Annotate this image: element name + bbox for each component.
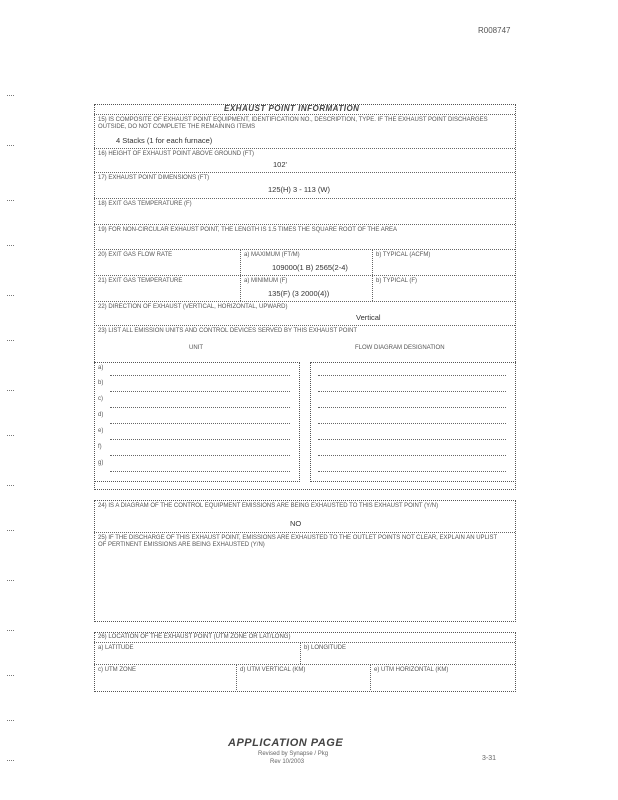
unit-field-d[interactable] — [110, 423, 290, 424]
divider — [370, 664, 371, 690]
unit-field-e[interactable] — [110, 439, 290, 440]
location-section — [94, 632, 516, 692]
unit-field-f[interactable] — [110, 455, 290, 456]
q15-value[interactable]: 4 Stacks (1 for each furnace) — [116, 136, 213, 145]
divider — [94, 198, 515, 199]
flow-field-d[interactable] — [318, 423, 506, 424]
page-title: APPLICATION PAGE — [228, 737, 344, 749]
q22-value[interactable]: Vertical — [356, 313, 381, 322]
q17-label: 17) EXHAUST POINT DIMENSIONS (FT) — [98, 175, 210, 181]
unit-field-g[interactable] — [110, 471, 290, 472]
q22-label: 22) DIRECTION OF EXHAUST (VERTICAL, HORIZONTAL, UPWARD) — [98, 304, 288, 310]
divider — [94, 664, 515, 665]
unit-list — [94, 362, 300, 482]
revision-note: Revised by Synapse / Pkg — [258, 751, 329, 757]
form-title: EXHAUST POINT INFORMATION — [224, 104, 360, 113]
q18-label: 18) EXIT GAS TEMPERATURE (F) — [98, 201, 192, 207]
divider — [94, 532, 515, 533]
row-c: c) — [98, 396, 103, 402]
unit-field-a[interactable] — [110, 375, 290, 376]
divider — [236, 664, 237, 690]
control-equipment-section — [94, 500, 516, 622]
binder-holes — [4, 70, 18, 770]
q24-label: 24) IS A DIAGRAM OF THE CONTROL EQUIPMENT EMISSIONS ARE BEING EXHAUSTED TO THIS EXHAUST POINT (Y/N) — [98, 503, 439, 509]
q19-label: 19) FOR NON-CIRCULAR EXHAUST POINT, THE LENGTH IS 1.5 TIMES THE SQUARE ROOT OF THE AREA — [98, 227, 398, 233]
q20a-label: a) MAXIMUM (FT/M) — [244, 252, 300, 258]
divider — [94, 642, 515, 643]
column-header-flow-diagram: FLOW DIAGRAM DESIGNATION — [355, 345, 445, 351]
flow-diagram-list — [310, 362, 516, 482]
row-a: a) — [98, 365, 104, 371]
q21a-label: a) MINIMUM (F) — [244, 278, 288, 284]
q27c-label: e) UTM HORIZONTAL (KM) — [374, 667, 449, 673]
q20-label: 20) EXIT GAS FLOW RATE — [98, 252, 173, 258]
flow-field-e[interactable] — [318, 439, 506, 440]
q26-label: 26) LOCATION OF THE EXHAUST POINT (UTM ZONE OR LAT/LONG) — [98, 634, 291, 640]
flow-field-f[interactable] — [318, 455, 506, 456]
divider — [94, 148, 515, 149]
document-id: R008747 — [478, 26, 511, 35]
row-e: e) — [98, 428, 104, 434]
q21-label: 21) EXIT GAS TEMPERATURE — [98, 278, 183, 284]
flow-field-a[interactable] — [318, 375, 506, 376]
divider — [94, 301, 515, 302]
flow-field-g[interactable] — [318, 471, 506, 472]
q26b-label: b) LONGITUDE — [304, 645, 347, 651]
row-b: b) — [98, 380, 104, 386]
q21a-value[interactable]: 135(F) (3 2000(4)) — [268, 289, 330, 298]
q20a-value[interactable]: 109000(1 B) 2565(2-4) — [272, 263, 348, 272]
flow-field-b[interactable] — [318, 391, 506, 392]
q23-label: 23) LIST ALL EMISSION UNITS AND CONTROL DEVICES SERVED BY THIS EXHAUST POINT — [98, 328, 358, 334]
divider — [300, 642, 301, 664]
q27a-label: c) UTM ZONE — [98, 667, 136, 673]
q17-value[interactable]: 125(H) 3 - 113 (W) — [268, 185, 330, 194]
q25-label: 25) IF THE DISCHARGE OF THIS EXHAUST POINT, EMISSIONS ARE EXHAUSTED TO THE OUTLET POINTS NOT CLEAR, EXPLAIN AN UPLIST OF PERTINENT EMISSIONS ARE BEING EXHAUSTED (Y/N) — [98, 535, 498, 548]
row-d: d) — [98, 412, 104, 418]
unit-field-c[interactable] — [110, 407, 290, 408]
q26a-label: a) LATITUDE — [98, 645, 134, 651]
q27b-label: d) UTM VERTICAL (KM) — [240, 667, 306, 673]
page-number: 3-31 — [482, 755, 497, 762]
flow-field-c[interactable] — [318, 407, 506, 408]
divider — [94, 172, 515, 173]
q20b-label: b) TYPICAL (ACFM) — [376, 252, 431, 258]
divider — [94, 275, 515, 276]
q21b-label: b) TYPICAL (F) — [376, 278, 418, 284]
column-header-unit: UNIT — [189, 345, 203, 351]
divider — [94, 114, 515, 115]
q15-label: 15) IS COMPOSITE OF EXHAUST POINT EQUIPMENT, IDENTIFICATION NO., DESCRIPTION, TYPE. IF THE EXHAUST POINT DISCHARGES OUTSIDE, DO NOT COMPLETE THE REMAINING ITEMS — [98, 117, 488, 130]
revision-date: Rev 10/2003 — [270, 759, 305, 765]
q16-value[interactable]: 102' — [273, 160, 287, 169]
divider — [94, 249, 515, 250]
row-f: f) — [98, 444, 102, 450]
q16-label: 16) HEIGHT OF EXHAUST POINT ABOVE GROUND (FT) — [98, 151, 255, 157]
q24-value[interactable]: NO — [290, 519, 302, 528]
divider — [94, 325, 515, 326]
divider — [94, 224, 515, 225]
unit-field-b[interactable] — [110, 391, 290, 392]
row-g: g) — [98, 460, 104, 466]
